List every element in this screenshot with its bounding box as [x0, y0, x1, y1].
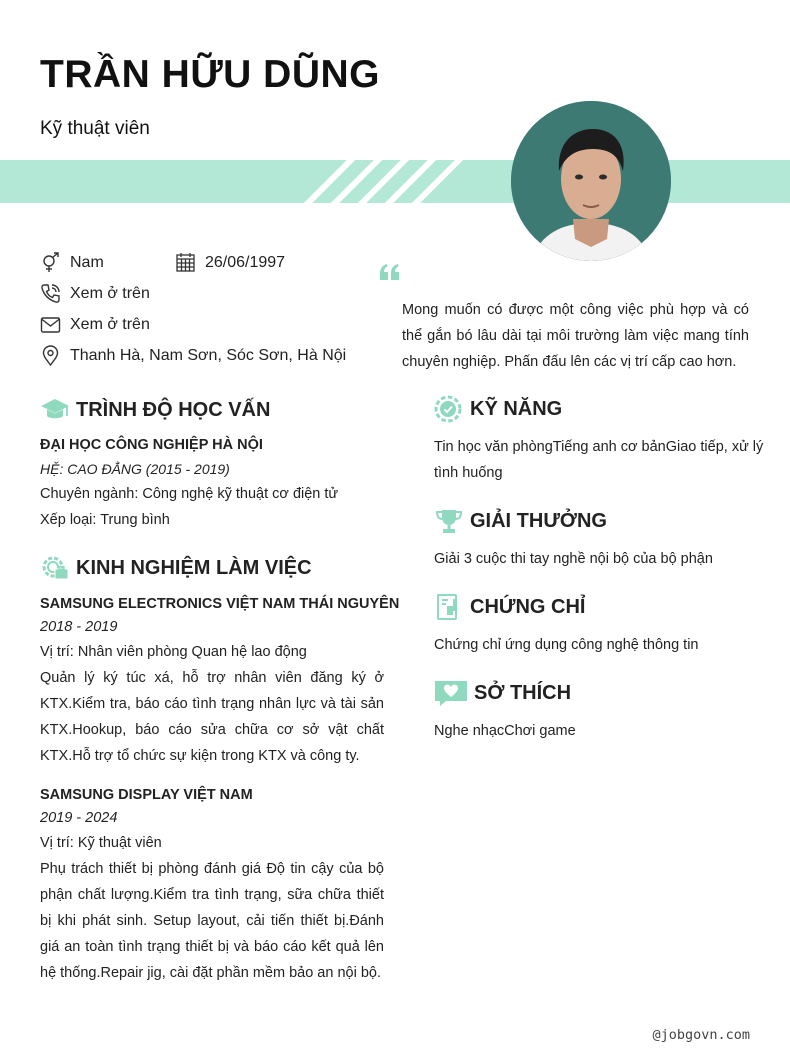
candidate-name: TRẦN HỮU DŨNG	[40, 53, 380, 96]
job-1-period: 2018 - 2019	[40, 619, 118, 635]
school-name: ĐẠI HỌC CÔNG NGHIỆP HÀ NỘI	[40, 437, 263, 453]
gender-row	[40, 252, 104, 273]
education-grade: Xếp loại: Trung bình	[40, 512, 170, 528]
email-icon	[40, 314, 61, 335]
job-2-company: SAMSUNG DISPLAY VIỆT NAM	[40, 787, 253, 803]
job-2-period: 2019 - 2024	[40, 810, 118, 826]
skills-heading-text: KỸ NĂNG	[470, 397, 563, 420]
experience-heading-text: KINH NGHIỆM LÀM VIỆC	[76, 556, 312, 579]
hobbies-heading	[434, 679, 571, 707]
job-1-company: SAMSUNG ELECTRONICS VIỆT NAM THÁI NGUYÊN	[40, 596, 400, 612]
job-title: Kỹ thuật viên	[40, 118, 150, 139]
phone-icon	[40, 283, 61, 304]
certificates-heading-text: CHỨNG CHỈ	[470, 595, 586, 618]
birthday-row	[175, 252, 285, 273]
diagonal-stripes	[0, 160, 790, 203]
header-accent-band	[0, 160, 790, 203]
graduation-cap-icon	[40, 396, 70, 424]
skills-icon	[434, 395, 464, 423]
address-row	[40, 345, 346, 366]
skills-heading	[434, 395, 562, 423]
job-1-description: Quản lý ký túc xá, hỗ trợ nhân viên đăng ký ở KTX.Kiểm tra, báo cáo tình trạng nhân lực và tài sản KTX.Hookup, báo cáo sửa chữa cơ sở vật chất KTX.Hỗ trợ tổ chức sự kiện trong KTX và công ty.	[40, 670, 384, 764]
gear-briefcase-icon	[40, 554, 70, 582]
location-pin-icon	[40, 345, 61, 366]
email-row	[40, 314, 150, 335]
job-1-position: Vị trí: Nhân viên phòng Quan hệ lao động	[40, 644, 307, 660]
awards-heading	[434, 507, 607, 535]
gender-value: Nam	[70, 253, 104, 271]
awards-heading-text: GIẢI THƯỞNG	[470, 509, 607, 532]
trophy-icon	[434, 507, 464, 535]
hobbies-heading-text: SỞ THÍCH	[474, 681, 572, 704]
certificate-icon	[434, 593, 464, 621]
birthday-value: 26/06/1997	[205, 253, 286, 271]
gender-icon	[40, 252, 61, 273]
footer-watermark: @jobgovn.com	[652, 1027, 750, 1043]
phone-row	[40, 283, 150, 304]
hobbies-text: Nghe nhạcChơi game	[434, 723, 576, 739]
awards-text: Giải 3 cuộc thi tay nghề nội bộ của bộ phận	[434, 551, 713, 567]
experience-heading	[40, 554, 312, 582]
certificates-text: Chứng chỉ ứng dụng công nghệ thông tin	[434, 637, 699, 653]
skills-text: Tin học văn phòngTiếng anh cơ bảnGiao tiếp, xử lý tình huống	[434, 439, 764, 481]
address-value: Thanh Hà, Nam Sơn, Sóc Sơn, Hà Nội	[70, 346, 347, 364]
education-system: HỆ: CAO ĐẲNG (2015 - 2019)	[40, 461, 230, 477]
education-heading	[40, 396, 270, 424]
education-major: Chuyên ngành: Công nghệ kỹ thuật cơ điện tử	[40, 486, 339, 502]
certificates-heading	[434, 593, 585, 621]
education-heading-text: TRÌNH ĐỘ HỌC VẤN	[76, 398, 271, 421]
job-2-description: Phụ trách thiết bị phòng đánh giá Độ tin cậy của bộ phận chất lượng.Kiểm tra tình trạng, sữa chữa thiết bị khi phát sinh. Setup layout, cải tiến thiết bị.Đánh giá an toàn tình trạng thiết bị và báo cáo kết quả lên hệ thống.Repair jig, cài đặt phần mềm bảo an nội bộ.	[40, 861, 384, 981]
job-2-position: Vị trí: Kỹ thuật viên	[40, 835, 162, 851]
calendar-icon	[175, 252, 196, 273]
avatar	[511, 101, 671, 261]
phone-value: Xem ở trên	[70, 284, 150, 302]
email-value: Xem ở trên	[70, 315, 150, 333]
heart-message-icon	[434, 679, 468, 707]
quote-icon	[378, 262, 402, 287]
career-objective: Mong muốn có được một công việc phù hợp và có thể gắn bó lâu dài tại môi trường làm việc mang tính chuyên nghiệp. Phấn đấu lên các vị trí cấp cao hơn.	[402, 302, 749, 370]
